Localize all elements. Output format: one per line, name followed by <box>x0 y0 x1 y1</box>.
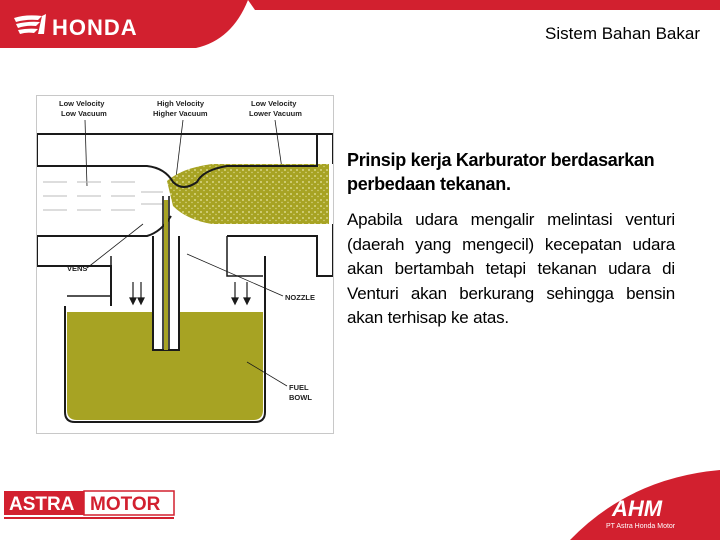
label-vens: VENS <box>67 264 88 273</box>
astra-motor-logo-graphic <box>0 489 180 525</box>
carburetor-diagram <box>36 95 334 434</box>
label-low-velocity-right: Low Velocity <box>251 99 297 108</box>
ahm-mark: AHM <box>612 496 663 521</box>
honda-logo-text: HONDA <box>52 15 138 40</box>
explanation-paragraph: Apabila udara mengalir melintasi venturi (daerah yang mengecil) kecepatan udara akan bertambah tetapi tekanan udara di Venturi akan berkurang sehingga bensin akan terhisap ke atas. <box>347 210 675 327</box>
label-high-velocity: High Velocity <box>157 99 205 108</box>
label-higher-vacuum: Higher Vacuum <box>153 109 208 118</box>
label-nozzle: NOZZLE <box>285 293 315 302</box>
label-low-velocity-left: Low Velocity <box>59 99 105 108</box>
ahm-logo <box>570 470 720 545</box>
ahm-caption: PT Astra Honda Motor <box>606 523 676 530</box>
slide-title: Sistem Bahan Bakar <box>545 24 700 43</box>
carburetor-illustration <box>37 96 333 433</box>
slide-body <box>347 148 675 331</box>
label-bowl: BOWL <box>289 393 312 402</box>
label-low-vacuum-left: Low Vacuum <box>61 109 107 118</box>
motor-text: MOTOR <box>90 494 161 515</box>
principle-heading: Prinsip kerja Karburator berdasarkan perbedaan tekanan. <box>347 150 655 194</box>
astra-text: ASTRA <box>9 494 75 515</box>
astra-motor-logo <box>0 489 180 530</box>
label-fuel: FUEL <box>289 383 309 392</box>
label-lower-vacuum-right: Lower Vacuum <box>249 109 302 118</box>
ahm-logo-graphic <box>570 470 720 540</box>
